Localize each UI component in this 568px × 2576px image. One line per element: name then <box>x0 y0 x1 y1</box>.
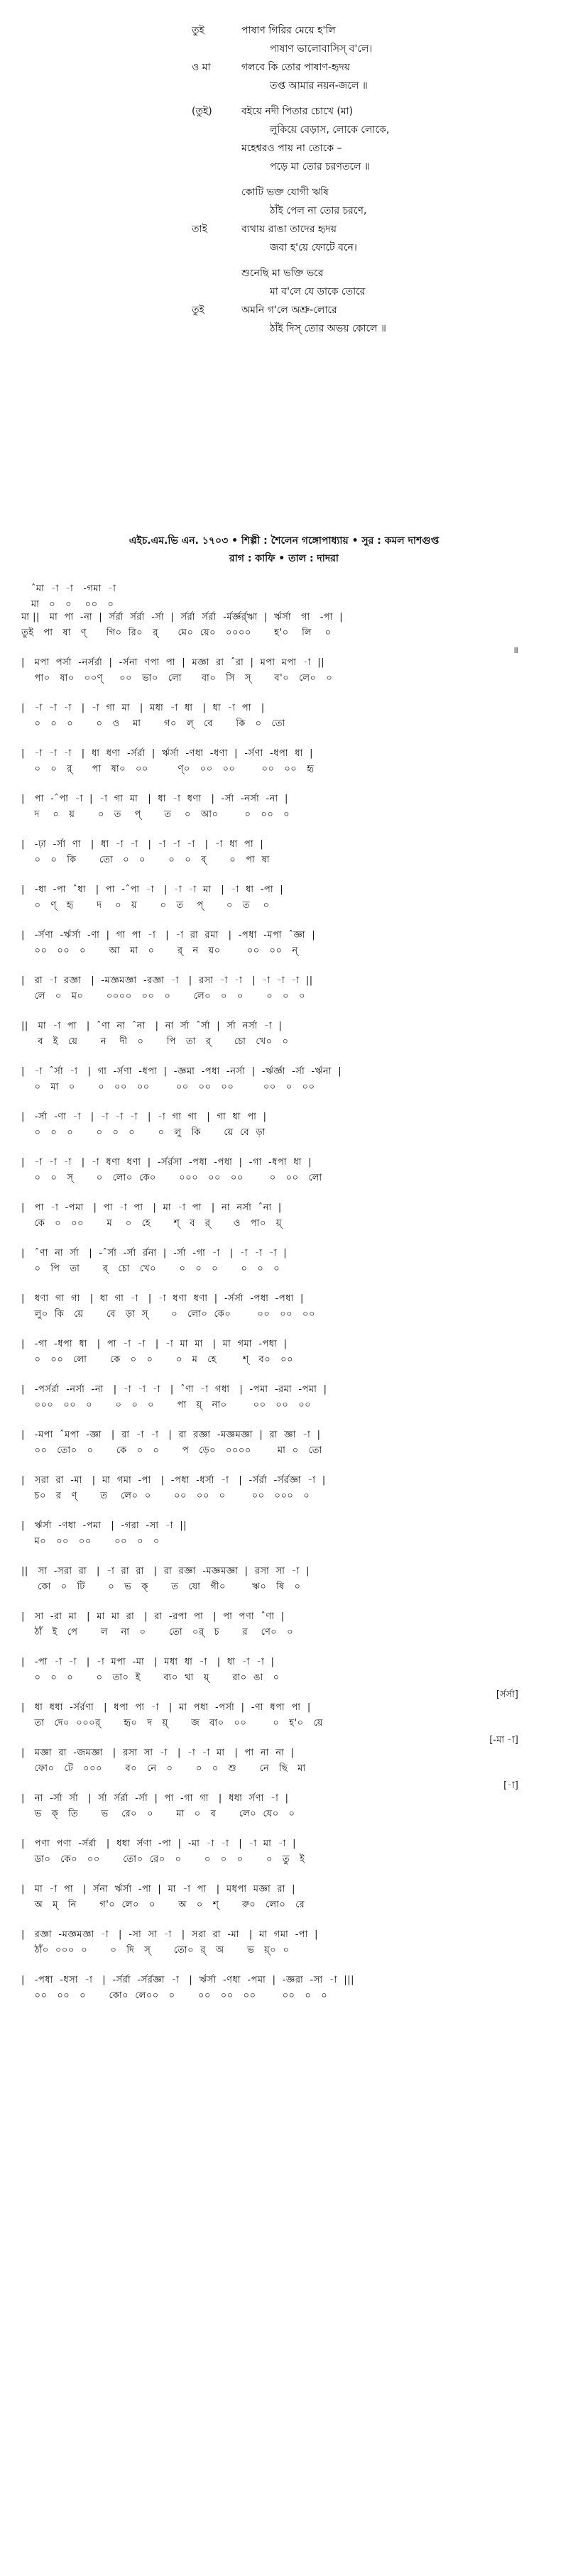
lyric-line <box>192 301 504 319</box>
notation-row <box>21 1065 547 1110</box>
swara-line: | পণা পণা -র্সর্রা | ধধা র্সণা -পা | -মা -া -া | -া মা -া | <box>21 1838 296 1849</box>
swara-line: | রা -া রজ্ঞা | -মজ্ঞমজ্ঞা -রজ্ঞা -া | রসা -া -া | -া -া -া || <box>21 975 313 986</box>
notation-row <box>21 1610 547 1655</box>
syllable-line: ০ ণ্ হৃ দ ০ য় ০ ত প্ ০ ত ০ <box>21 900 270 911</box>
lyric-line <box>192 77 504 95</box>
lyric-text: বইয়ে নদী পিতার চোখে (মা) <box>241 106 354 117</box>
swara-line: | -ঢ়া -র্সা ণা | ধা -া -া | -া -া -া | -া ধা পা | <box>21 839 264 850</box>
raga-tala-line: রাগ : কাফি • তাল : দাদরা <box>229 553 339 564</box>
notation-row <box>21 1474 547 1519</box>
syllable-line: ০ ০ কি তো ০ ০ ০ ০ ব্ ০ পা ষা <box>21 855 270 865</box>
lyric-line <box>192 40 504 58</box>
swara-line: | ধা ধধা -র্সর্রণা | ধপা পা -া | মা পধা -পর্সা | -ণা ধপা পা | <box>21 1702 311 1713</box>
lyric-text: ঠাঁই দিস্‌ তোর অভয় কোলে ॥ <box>270 323 386 334</box>
swara-line: | পা -ˆপা -া | -া গা মা | ধা -া ধণা | -র্সা -নর্সা -না | <box>21 794 288 804</box>
swara-line: | ˆণা না র্সা | -ˆর্সা -র্সা র্রনা | -র্সা -গা -া | -া -া -া | <box>21 1248 288 1259</box>
notation-row <box>21 1928 547 1973</box>
notation-row <box>21 1564 547 1610</box>
swara-line: | -র্সণা -র্ঋর্সা -ণা | গা পা -া | -া রা রমা | -পধা -মপা ˆজ্ঞা | <box>21 930 316 941</box>
lyric-text: কোটি ভক্ত যোগী ঋষি <box>241 187 329 198</box>
lyric-label: তুই <box>192 305 204 316</box>
lyric-line <box>192 21 504 40</box>
lyric-label: (তুই) <box>192 106 212 117</box>
notation-marker: [-মা -া] <box>489 1735 518 1745</box>
lyric-text: ঠাঁই পেল না তোর চরণে, <box>270 205 367 217</box>
lyric-line <box>192 220 504 239</box>
lyric-text: লুকিয়ে বেড়াস, লোকে লোকে, <box>270 124 390 136</box>
notation-row <box>21 1110 547 1156</box>
notation-marker: ॥ <box>513 645 518 656</box>
lyric-line <box>192 202 504 220</box>
swara-line: | সা -রা মা | মা মা রা | রা -রপা পা | পা পণা ˆণা | <box>21 1611 285 1622</box>
swara-line: | -মপা ˆমপা -জ্ঞা | রা -া -া | রা রজ্ঞা -মজ্ঞমজ্ঞা | রা জ্ঞা -া | <box>21 1430 321 1440</box>
syllable-line: ০ মা ০ ০ ০০ ০০ ০০ ০০ ০০ ০০ ০ ০০ <box>21 1082 315 1092</box>
syllable-line: ঠাঁ০ ০০০ ০ ০ দি স্ তো০ র্ অ ভ য়্০ ০ <box>21 1945 290 1956</box>
syllable-line: ০ ০ ০ ০ ০ ০ ০ লু কি য়ে বে ড়া <box>21 1127 266 1138</box>
swara-line: | -া -া -া | -া গা মা | মধা -া ধা | ধা -া পা | <box>21 703 265 713</box>
syllable-line: ডা০ কে০ ০০ তো০ রে০ ০ ০ ০ ০ ০ তু ই <box>21 1854 305 1865</box>
syllable-line: মা ০ ০ ০০ ০ <box>21 599 114 610</box>
syllable-line: ০ ০ র্ পা ষা০ ০০ ণ্০ ০০ ০০ ০০ ০০ হৃ <box>21 764 315 774</box>
swara-line: | রজ্ঞা -মজ্ঞমজ্ঞা -া | -সা সা -া | সরা রা -মা | মা গমা -পা | <box>21 1929 319 1940</box>
swara-line: || সা -সরা রা | -া রা রা | রা রজ্ঞা -মজ্ঞমজ্ঞা | রসা সা -া | <box>21 1566 310 1577</box>
syllable-line: কে ০ ০০ ম ০ হে শ্ ব র্ ও পা০ য়্ <box>21 1218 282 1229</box>
notation-row <box>21 1780 547 1837</box>
stanza-gap <box>192 257 504 264</box>
lyric-line <box>192 183 504 202</box>
notation-row <box>21 1246 547 1292</box>
lyric-text: পাষাণ ভালোবাসিস্‌ ব'লে। <box>270 43 373 55</box>
credits-line: এইচ.এম.ভি এন. ১৭০৩ • শিল্পী : শৈলেন গঙ্গোপাধ্যায় • সুর : কমল দাশগুপ্ত <box>129 535 439 547</box>
syllable-line: ০০ তো০ ০ কে ০ ০ প ড়ে০ ০০০০ মা ০ তো <box>21 1445 322 1456</box>
notation-row <box>21 1201 547 1246</box>
swara-line: | -া -া -া | -া ধণা ধণা | -র্সর্রসা -পধা -পধা | -গা -ধপা ধা | <box>21 1157 312 1168</box>
syllable-line: তা দে০ ০০০র্ হৃ০ দ য়্ জ বা০ ০০ ০ হ'০ য়ে <box>21 1718 323 1728</box>
notation-block <box>21 582 547 2019</box>
syllable-line: লে ০ ম০ ০০০০ ০০ ০ লে০ ০ ০ ০ ০ ০ <box>21 991 305 1002</box>
swara-line: | ধণা গা গা | ধা গা -া | -া ধণা ধণা | -র্সর্সা -পধা -পধা | <box>21 1293 304 1304</box>
notation-row <box>21 928 547 974</box>
syllable-line: দ ০ য় ০ ত প্ ত ০ আ০ ০ ০০ ০ <box>21 809 290 820</box>
lyric-line <box>192 264 504 283</box>
swara-line: | সরা রা -মা | মা গমা -পা | -পধা -ধর্সা -া | -র্সর্রা -র্সর্রজ্ঞা -া | <box>21 1475 326 1486</box>
notation-row <box>21 1337 547 1383</box>
notation-marker: [-া] <box>503 1780 518 1791</box>
notation-row <box>21 645 547 701</box>
lyric-text: মা ব'লে যে ডাকে তোরে <box>270 286 366 297</box>
notation-row <box>21 1837 547 1882</box>
lyric-label: তাই <box>192 224 207 235</box>
notation-row <box>21 1735 547 1792</box>
lyric-line <box>192 239 504 257</box>
notation-row <box>21 1019 547 1065</box>
notation-marker: [র্সর্সা] <box>496 1689 518 1700</box>
notation-row <box>21 1428 547 1474</box>
lyric-line <box>192 102 504 121</box>
swara-line: | -পর্সর্রা -নর্সা -না | -া -া -া | ˆণা -া গধা | -পমা -রমা -পমা | <box>21 1384 327 1395</box>
notation-row <box>21 1882 547 1928</box>
syllable-line: ০ ০ ০ ০ ও মা গ০ ল্ বে কি ০ তো <box>21 718 285 729</box>
lyric-text: মহেশ্বরও পায় না তোকে – <box>241 143 342 154</box>
lyric-line <box>192 283 504 301</box>
notation-row <box>21 1292 547 1337</box>
syllable-line: ০ পি তা র্ চো খে০ ০ ০ ০ ০ ০ ০ <box>21 1264 280 1274</box>
syllable-line: পা০ ষা০ ০০ণ্ ০০ ভা০ লো বা০ সি স্ ব'০ লে০ ০ <box>21 673 333 684</box>
lyric-label: ও মা <box>192 62 211 73</box>
notation-row <box>21 974 547 1019</box>
lyric-text: তপ্ত আমার নয়ন-জলে ॥ <box>270 80 368 92</box>
notation-row <box>21 1156 547 1201</box>
notation-row <box>21 701 547 747</box>
lyric-line <box>192 58 504 77</box>
notation-row <box>21 1519 547 1564</box>
syllable-line: কো ০ টি ০ ভ ক্ ত যো গী০ ঋ০ ষি ০ <box>21 1582 301 1592</box>
lyrics-block <box>192 21 504 338</box>
lyric-line <box>192 121 504 139</box>
swara-line: | -গা -ধপা ধা | পা -া -া | -া মা মা | মা গমা -পধা | <box>21 1339 288 1349</box>
swara-line: | -ধা -পা ˆধা | পা -ˆপা -া | -া -া মা | -া ধা -পা | <box>21 884 284 895</box>
syllable-line: তুই পা ষা ণ্ গি০ রি০ র্ মে০ য়ে০ ০০০০ হ'০ লি ০ <box>21 627 332 638</box>
swara-line: | মজ্ঞা রা -জমজ্ঞা | রসা সা -া | -া -া মা | পা না না | <box>21 1748 295 1758</box>
syllable-line: ঠাঁ ই পে ল না ০ তো ০র্ চ র ণে০ ০ <box>21 1627 294 1638</box>
notation-row <box>21 1973 547 2019</box>
syllable-line: ০০ ০০ ০ কো০ লে০০ ০ ০০ ০০ ০০ ০০ ০ ০ <box>21 1990 328 2001</box>
lyric-text: ব্যথায় রাঙা তাদের হৃদয় <box>241 224 337 235</box>
syllable-line: ০ ০০ লো কে ০ ০ ০ ম হে শ্ ব০ ০০ <box>21 1354 294 1365</box>
swara-line: | না -র্সা র্সা | র্সা র্সর্রা -র্সা | পা -গা গা | ধধা র্সণা -া | <box>21 1793 289 1804</box>
lyric-text: শুনেছি মা ভক্তি ভরে <box>241 268 324 279</box>
swara-line: | র্ঋর্সা -ণধা -পমা | -গরা -সা -া || <box>21 1520 187 1531</box>
swara-line: | -া ˆর্সা -া | গা -র্সণা -ধপা | -জ্ঞমা -পধা -নর্সা | -র্ঋর্জ্ঞা -র্সা -র্ঋনা | <box>21 1066 342 1077</box>
swara-line: | মা -া পা | র্সনা র্ঋর্সা -পা | মা -া পা | মধপা মজ্ঞা রা | <box>21 1884 296 1895</box>
syllable-line: ব ই য়ে ন দী ০ পি তা র্ চো খে০ ০ <box>21 1036 289 1047</box>
lyric-line <box>192 319 504 338</box>
notation-row <box>21 1383 547 1428</box>
notation-row <box>21 1689 547 1746</box>
notation-row <box>21 747 547 792</box>
swara-line: | পা -া -পমা | পা -া পা | মা -া পা | না নর্সা ˆনা | <box>21 1202 282 1213</box>
swara-line: | -র্সা -ণা -া | -া -া -া | -া গা গা | গা ধা পা | <box>21 1112 267 1122</box>
swara-line: মা || মা পা -না | র্সর্রা র্সর্রা -র্সা | র্সর্রা র্সর্রা -র্মর্জ্ঞর্র্ঋা | র্ঋর্সা গা -পা | <box>21 612 344 623</box>
syllable-line: ০০ ০০ ০ আ মা ০ র্ ন য়০ ০০ ০০ ন্ <box>21 946 298 956</box>
stanza-gap <box>192 176 504 183</box>
swara-line: ˆমা -া -া -গমা -া <box>21 583 116 594</box>
swara-line: | -া -া -া | ধা ধণা -র্সর্রা | র্ঋর্সা -ণধা -ধণা | -র্সণা -ধপা ধা | <box>21 748 314 759</box>
syllable-line: ভ ক্ তি ভ রে০ ০ মা ০ ব লে০ যে০ ০ <box>21 1809 295 1819</box>
syllable-line: চ০ র ণ্ ত লে০ ০ ০০ ০০ ০ ০০ ০০০ ০ <box>21 1491 310 1501</box>
syllable-line: ম০ ০০ ০০ ০০ ০ ০ <box>21 1536 160 1547</box>
lyric-text: জবা হ'য়ে ফোটে বনে। <box>270 242 357 253</box>
stanza-gap <box>192 95 504 102</box>
syllable-line: ০০০ ০০ ০ ০ ০ ০ পা য়্ না০ ০০ ০০ ০০ <box>21 1400 312 1410</box>
swara-line: | -পধা -ধসা -া | -র্সর্রা -র্সর্রজ্ঞা -া | র্ঋর্সা -ণধা -পমা | -জ্ঞরা -সা -া ||| <box>21 1975 354 1985</box>
notation-row <box>21 792 547 838</box>
syllable-line: ০ ০ ০ ০ তা০ ই ব্য০ থা য়্ রা০ ঙা ০ <box>21 1672 280 1683</box>
swara-line: | মপা পর্সা -নর্সর্রা | -র্সনা ণপা পা | মজ্ঞা রা ˆরা | মপা মপা -া || <box>21 657 325 668</box>
swara-line: | -পা -া -া | -া মপা -মা | মধা ধা -া | ধা -া -া | <box>21 1657 275 1667</box>
swara-line: || মা -া পা | ˆণা না ˆনা | না র্সা ˆর্সা | র্সা নর্সা -া | <box>21 1021 283 1031</box>
syllable-line: লু০ কি য়ে বে ড়া স্ ০ লো০ কে০ ০০ ০০ ০০ <box>21 1309 315 1320</box>
notation-row <box>21 883 547 928</box>
lyric-text: পড়ে মা তোর চরণতলে ॥ <box>270 161 370 172</box>
syllable-line: ০ ০ স্ ০ লো০ কে০ ০০০ ০০ ০০ ০ ০০ লো <box>21 1173 322 1183</box>
notation-row <box>21 582 547 610</box>
notation-row <box>21 610 547 656</box>
syllable-line: ফো০ টে ০০০ ব০ নে ০ ০ ০ শু নে ছি মা <box>21 1763 306 1774</box>
lyric-line <box>192 158 504 176</box>
notation-row <box>21 1655 547 1701</box>
syllable-line: অ ম্ নি গ'০ লে০ ০ অ ০ শ্ রু০ লো০ রে <box>21 1900 305 1910</box>
lyric-line <box>192 139 504 158</box>
lyric-text: পাষাণ গিরির মেয়ে হ'লি <box>241 25 336 36</box>
lyric-text: গলবে কি তোর পাষাণ-হৃদয় <box>241 62 351 73</box>
notation-row <box>21 838 547 883</box>
lyric-label: তুই <box>192 25 204 36</box>
lyric-text: অমনি গ'লে অশ্রু-লোরে <box>241 305 337 316</box>
